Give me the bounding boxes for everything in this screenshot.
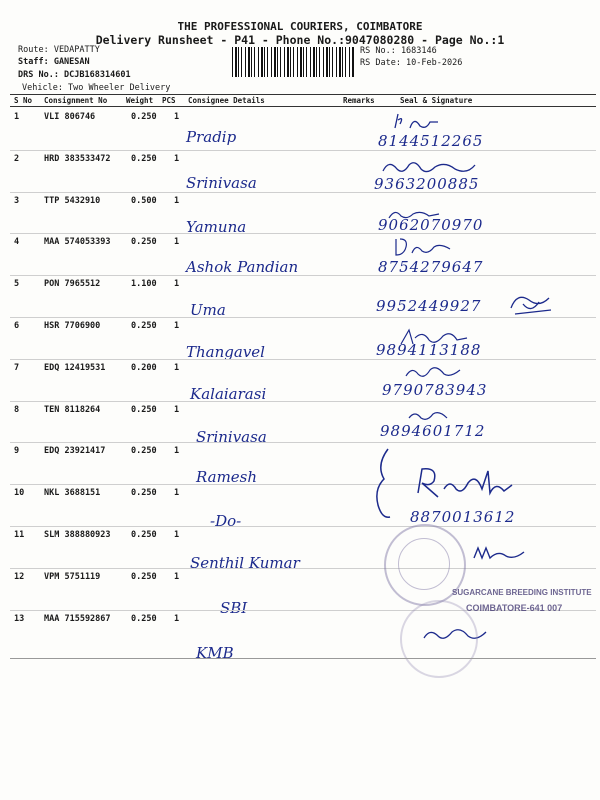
row-consignee-name: Pradip <box>186 128 237 146</box>
row-pcs: 1 <box>174 153 180 164</box>
row-sno: 4 <box>14 237 20 248</box>
row-divider <box>10 150 596 151</box>
row-sno: 8 <box>14 404 20 415</box>
signature-4 <box>390 235 460 259</box>
col-pcs: PCS <box>162 96 176 105</box>
row-weight: 0.250 <box>131 530 157 540</box>
row-pcs: 1 <box>174 112 180 122</box>
header-rule-top <box>10 94 596 95</box>
row-consignee-name: KMB <box>196 643 234 662</box>
row-divider <box>10 192 596 193</box>
col-sno: S No <box>14 96 33 105</box>
row-divider <box>10 442 596 443</box>
signature-7 <box>400 362 470 382</box>
row-consignment: SLM 388880923 <box>44 530 111 540</box>
row-consignee-phone: 8870013612 <box>410 508 516 527</box>
row-consignee-name: Thangavel <box>186 343 265 361</box>
row-pcs: 1 <box>174 530 180 540</box>
row-consignee-name: Srinivasa <box>196 427 267 446</box>
col-remarks: Remarks <box>343 96 375 105</box>
row-divider <box>10 401 596 402</box>
row-weight: 0.500 <box>131 195 157 206</box>
row-consignee-name: -Do- <box>210 512 242 531</box>
row-consignee-phone: 8144512265 <box>378 132 484 150</box>
row-consignee-phone: 9952449927 <box>376 297 482 316</box>
row-pcs: 1 <box>174 279 180 290</box>
row-consignee-name: Srinivasa <box>186 173 257 192</box>
company-title: THE PROFESSIONAL COURIERS, COIMBATORE <box>177 20 423 33</box>
row-consignment: MAA 715592867 <box>44 613 111 624</box>
col-seal: Seal & Signature <box>400 96 473 105</box>
round-seal-inner <box>398 538 450 590</box>
staff-label: Staff: GANESAN <box>18 57 90 67</box>
row-sno: 10 <box>14 488 25 499</box>
row-consignment: PON 7965512 <box>44 279 101 290</box>
row-weight: 0.200 <box>131 362 157 373</box>
signature-5 <box>505 290 555 320</box>
col-consignment: Consignment No <box>44 96 108 105</box>
runsheet-title: Delivery Runsheet - P41 - Phone No.:9047080280 - Page No.:1 <box>95 33 505 47</box>
rs-number: RS No.: 1683146 <box>360 46 437 56</box>
rs-date: RS Date: 10-Feb-2026 <box>360 58 463 68</box>
row-pcs: 1 <box>174 321 180 331</box>
row-pcs: 1 <box>174 362 180 373</box>
row-pcs: 1 <box>174 446 180 457</box>
row-consignment: VLI 806746 <box>44 112 96 122</box>
row-consignee-name: Senthil Kumar <box>190 554 300 572</box>
row-consignment: VPM 5751119 <box>44 571 101 582</box>
signature-9-10 <box>368 445 528 525</box>
row-weight: 0.250 <box>131 321 157 331</box>
row-consignee-name: Uma <box>190 301 226 320</box>
row-sno: 7 <box>14 362 20 373</box>
row-weight: 1.100 <box>131 279 157 290</box>
row-consignee-phone: 9894113188 <box>376 341 482 359</box>
row-consignee-phone: 9894601712 <box>380 421 486 440</box>
row-consignment: EDQ 12419531 <box>44 362 106 373</box>
row-divider <box>10 275 596 276</box>
row-sno: 5 <box>14 279 20 290</box>
signature-6 <box>395 326 475 350</box>
row-divider <box>10 359 596 360</box>
row-weight: 0.250 <box>131 153 157 164</box>
row-consignee-name: Ramesh <box>196 468 258 487</box>
row-sno: 1 <box>14 112 20 122</box>
col-weight: Weight <box>126 96 154 105</box>
row-weight: 0.250 <box>131 613 157 624</box>
row-sno: 13 <box>14 613 25 624</box>
row-pcs: 1 <box>174 195 180 206</box>
stamp-text-line2: COIMBATORE-641 007 <box>466 603 563 613</box>
route-label: Route: VEDAPATTY <box>18 45 100 55</box>
row-pcs: 1 <box>174 237 180 248</box>
row-consignment: TEN 8118264 <box>44 404 101 415</box>
vehicle-label: Vehicle: Two Wheeler Delivery <box>22 83 171 93</box>
row-divider <box>10 526 596 527</box>
row-weight: 0.250 <box>131 404 157 415</box>
row-sno: 2 <box>14 153 20 164</box>
row-divider <box>10 233 596 234</box>
row-consignee-name: SBI <box>220 598 248 617</box>
row-weight: 0.250 <box>131 488 157 499</box>
row-consignee-phone: 8754279647 <box>378 258 484 277</box>
row-weight: 0.250 <box>131 571 157 582</box>
row-weight: 0.250 <box>131 446 157 457</box>
row-consignee-phone: 9363200885 <box>374 174 480 193</box>
row-weight: 0.250 <box>131 237 157 248</box>
row-consignment: EDQ 23921417 <box>44 446 106 457</box>
row-consignment: MAA 574053393 <box>44 237 111 248</box>
table-bottom-rule <box>10 658 596 659</box>
signature-8 <box>405 408 455 424</box>
row-weight: 0.250 <box>131 112 157 122</box>
row-pcs: 1 <box>174 613 180 624</box>
row-consignment: TTP 5432910 <box>44 195 101 206</box>
row-sno: 9 <box>14 446 20 457</box>
row-consignee-name: Yamuna <box>186 217 247 236</box>
row-pcs: 1 <box>174 571 180 582</box>
signature-1 <box>390 108 470 138</box>
row-pcs: 1 <box>174 488 180 499</box>
stamp-text-line1: SUGARCANE BREEDING INSTITUTE <box>452 588 592 597</box>
drs-label: DRS No.: DCJB168314601 <box>18 70 131 80</box>
row-consignee-name: Ashok Pandian <box>186 258 299 277</box>
row-sno: 6 <box>14 321 20 331</box>
signature-11 <box>470 540 530 564</box>
row-consignee-phone: 9790783943 <box>382 380 488 399</box>
signature-2 <box>375 155 485 179</box>
barcode <box>232 47 354 77</box>
row-consignee-phone: 9062070970 <box>378 215 484 234</box>
row-sno: 12 <box>14 571 25 582</box>
row-divider <box>10 568 596 569</box>
row-consignment: NKL 3688151 <box>44 488 101 499</box>
row-consignee-name: Kalaiarasi <box>190 384 267 403</box>
header-rule-bottom <box>10 106 596 107</box>
row-sno: 3 <box>14 195 20 206</box>
signature-3 <box>385 206 445 222</box>
row-consignment: HRD 383533472 <box>44 153 111 164</box>
col-consignee: Consignee Details <box>188 96 265 105</box>
row-pcs: 1 <box>174 404 180 415</box>
row-sno: 11 <box>14 530 25 540</box>
row-consignment: HSR 7706900 <box>44 321 101 331</box>
